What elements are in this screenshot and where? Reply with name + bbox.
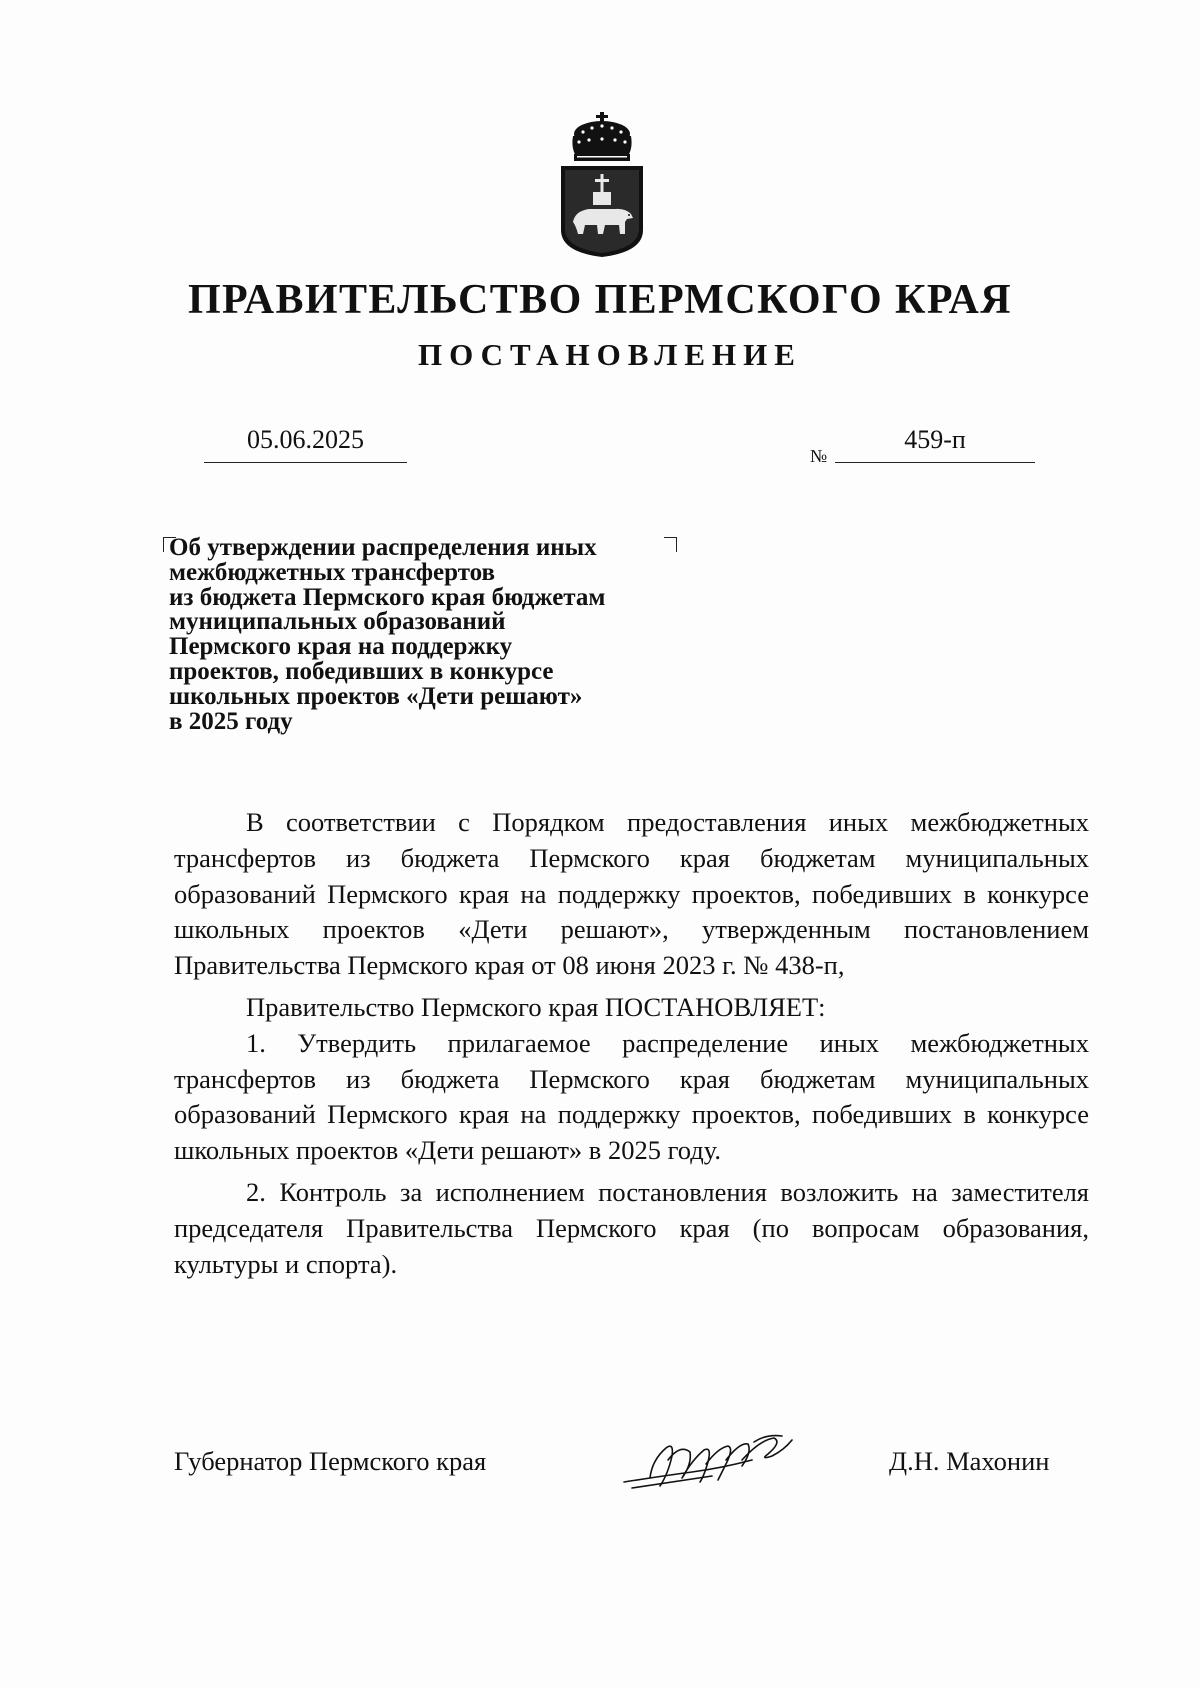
subject-line: Пермского края на поддержку [169,633,513,661]
subject-line: в 2025 году [169,707,293,735]
preamble-paragraph: В соответствии с Порядком предоставления иных межбюджетных трансфертов из бюджета Пермского края бюджетам муниципальных образований Пермского края на поддержку проектов, победивших в конкурсе школьных проектов «Дети решают», утвержденным постановлением Правительства Пермского края от 08 июня 2023 г. № 438-п, [174,807,1089,981]
signatory-name: Д.Н. Махонин [889,1446,1050,1476]
subject-line: Об утверждении распределения иных [169,534,597,561]
document-number: 459-п [835,420,1035,463]
document-body [174,805,1089,1282]
item-1-paragraph: 1. Утвердить прилагаемое распределение иных межбюджетных трансфертов из бюджета Пермского края бюджетам муниципальных образований Пермского края на поддержку проектов, победивших в конкурсе школьных проектов «Дети решают» в 2025 году. [174,1027,1089,1166]
subject-line: проектов, победивших в конкурсе [169,657,554,685]
document-subject [169,536,689,734]
document-type: ПОСТАНОВЛЕНИЕ [418,337,802,372]
subject-line: межбюджетных трансфертов [169,558,496,586]
signatory-position: Губернатор Пермского края [174,1446,487,1476]
organization-title: ПРАВИТЕЛЬСТВО ПЕРМСКОГО КРАЯ [187,277,1012,323]
subject-line: из бюджета Пермского края бюджетам [169,583,606,611]
number-sign: № [810,446,828,466]
subject-line: муниципальных образований [169,608,506,636]
resolves-paragraph: Правительство Пермского края ПОСТАНОВЛЯЕТ: [246,991,826,1022]
document-date: 05.06.2025 [204,420,407,463]
item-2-paragraph: 2. Контроль за исполнением постановления возложить на заместителя председателя Правительства Пермского края (по вопросам образования, культуры и спорта). [174,1176,1089,1279]
subject-line: школьных проектов «Дети решают» [169,682,583,710]
perm-krai-coat-of-arms-icon [559,112,645,258]
handwritten-signature-icon [622,1430,797,1495]
